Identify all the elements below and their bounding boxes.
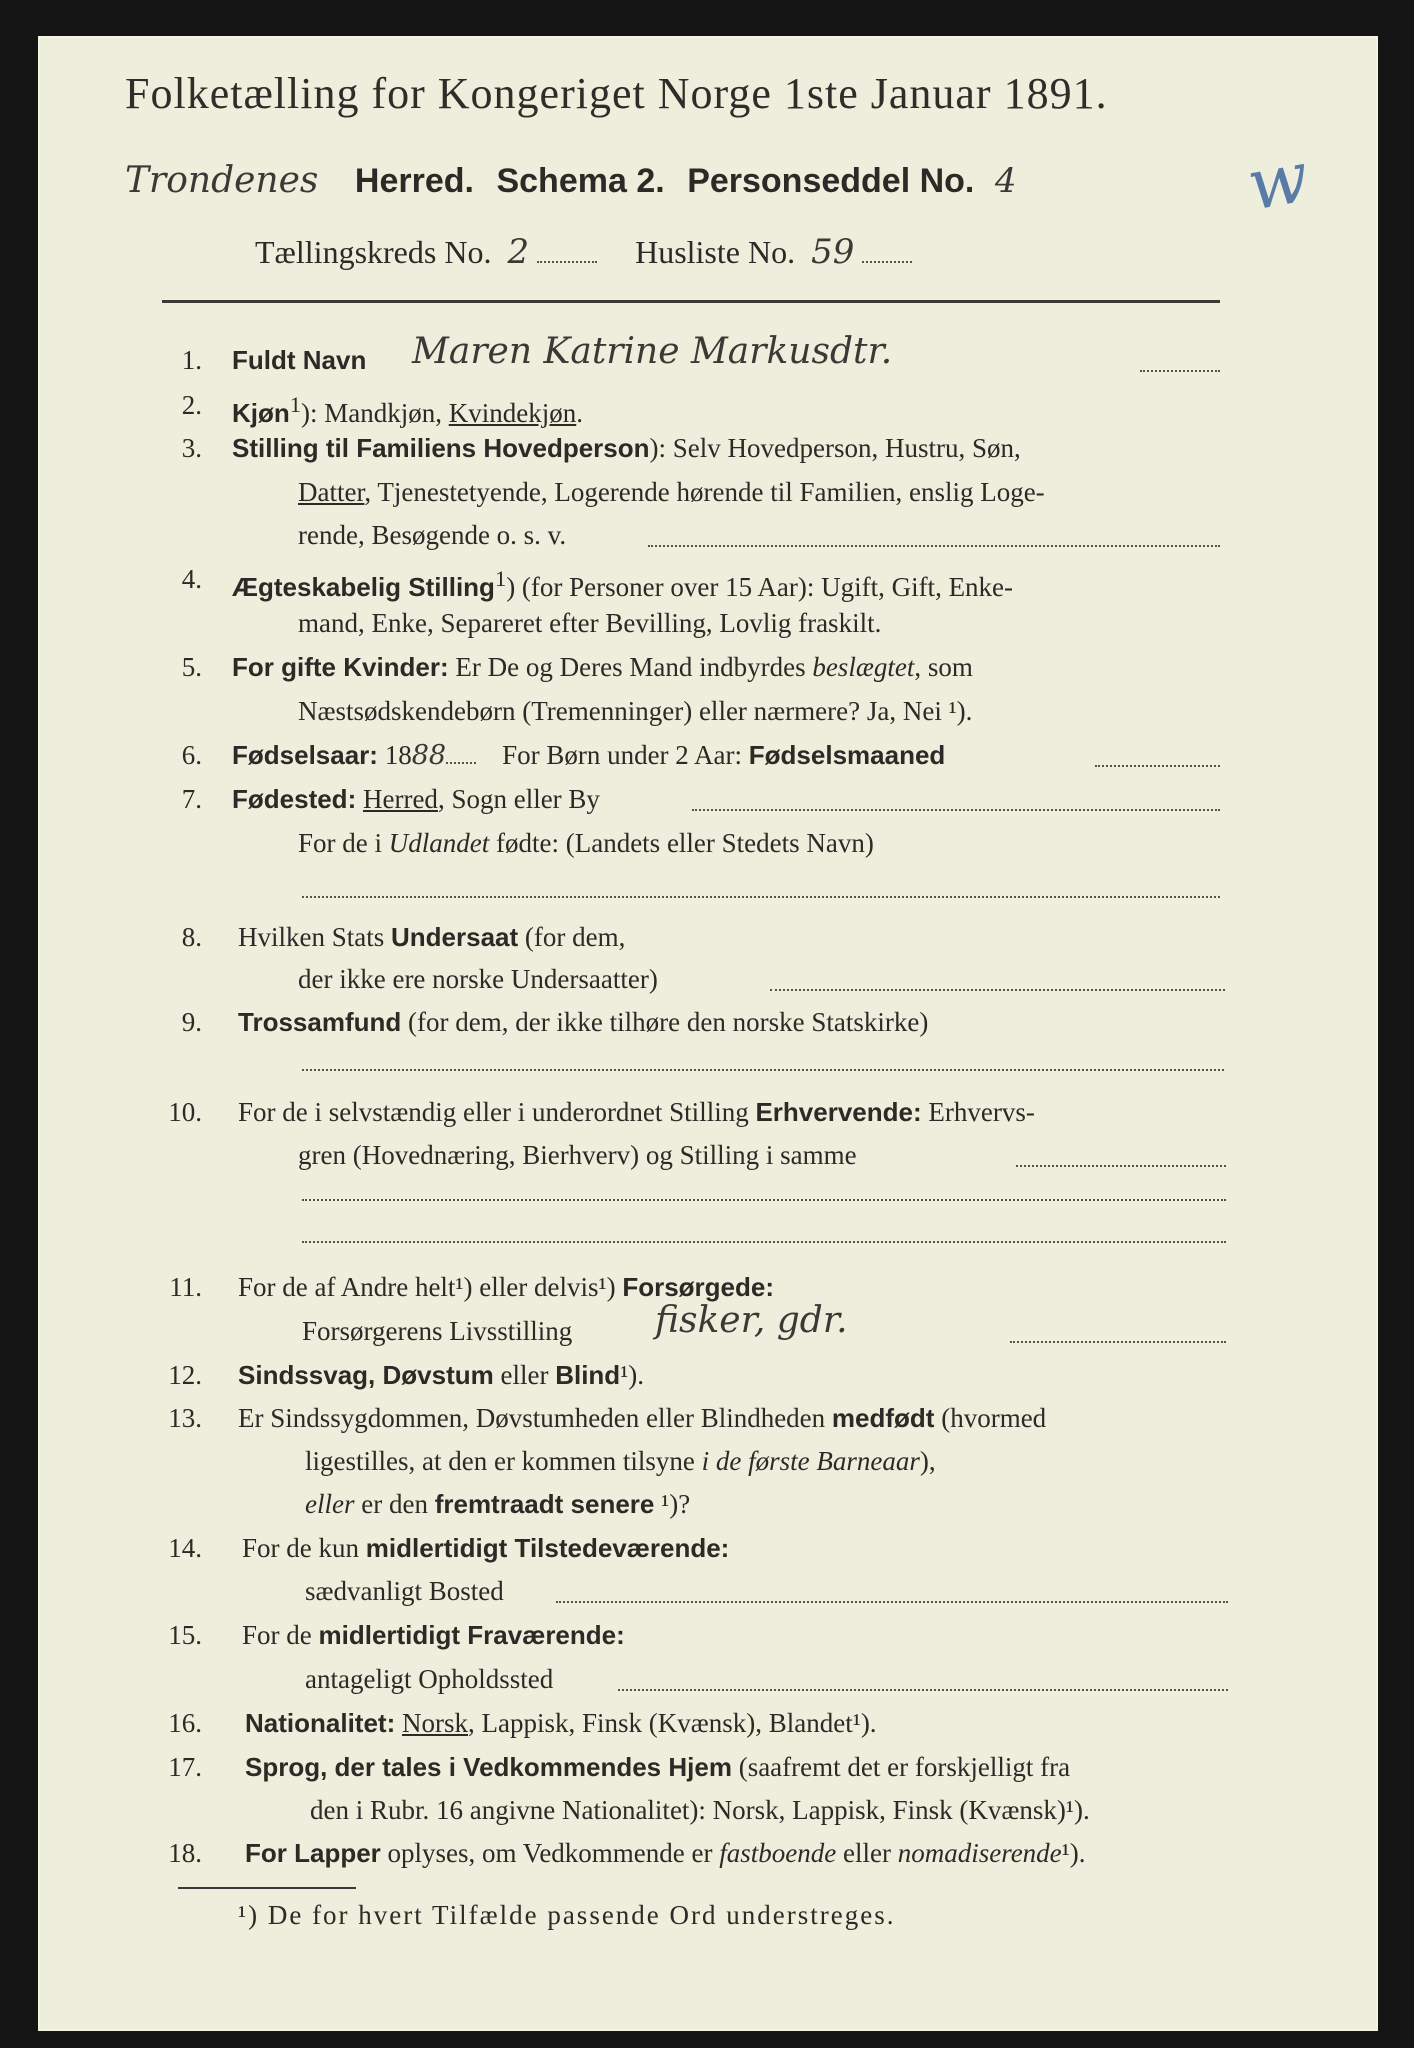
year-prefix: 18 xyxy=(384,740,412,770)
underlined-option: Herred xyxy=(362,784,438,814)
item-text: For de i xyxy=(298,828,389,858)
item-text: oplyses, om Vedkommende er xyxy=(380,1838,720,1868)
item-label: Nationalitet: xyxy=(245,1708,396,1738)
item-number: 3. xyxy=(181,433,202,463)
herred-value: Trondenes xyxy=(125,160,319,201)
item-text: gren (Hovednæring, Bierhverv) og Stilling i samme xyxy=(298,1140,857,1170)
item-label: Erhvervende: xyxy=(755,1097,922,1127)
item-text: Forsørgerens Livsstilling xyxy=(302,1316,573,1346)
item-text: Er Sindssygdommen, Døvstumheden eller Blindheden xyxy=(238,1403,832,1433)
item-label: Kjøn xyxy=(232,398,290,428)
item-number: 14. xyxy=(168,1533,202,1563)
item-text: Er De og Deres Mand indbyrdes xyxy=(448,652,813,682)
header-rule xyxy=(162,300,1220,303)
item-label: Trossamfund xyxy=(238,1007,402,1037)
underlined-option: Norsk xyxy=(401,1708,468,1738)
footnote-rule xyxy=(178,1887,356,1889)
item-text: Hvilken Stats xyxy=(238,922,391,952)
item-label: For Lapper xyxy=(245,1838,381,1868)
item-text: , Lappisk, Finsk (Kvænsk), Blandet¹). xyxy=(467,1708,877,1738)
item-text: ¹). xyxy=(1061,1838,1086,1868)
item-label: Ægteskabelig Stilling xyxy=(232,572,495,602)
item-text: ): Selv Hovedperson, Hustru, Søn, xyxy=(649,433,1021,463)
item-label: medfødt xyxy=(831,1403,935,1433)
item-number: 7. xyxy=(181,784,202,814)
item-text: , Tjenestetyende, Logerende hørende til Familien, enslig Loge- xyxy=(364,477,1045,507)
item-number: 4. xyxy=(181,564,202,594)
item-text: rende, Besøgende o. s. v. xyxy=(298,520,567,550)
herred-label: Herred. xyxy=(354,162,474,200)
item-text: ): Mandkjøn, xyxy=(301,398,449,428)
item-number: 9. xyxy=(181,1007,202,1037)
provider-occupation-value: fisker, gdr. xyxy=(655,1300,848,1341)
item-italic: beslægtet xyxy=(812,652,915,682)
item-number: 6. xyxy=(181,740,202,770)
item-number: 2. xyxy=(181,390,202,420)
answer-line xyxy=(302,895,1220,898)
item-text: Næstsødskendebørn (Tremenninger) eller nærmere? Ja, Nei ¹). xyxy=(298,696,973,726)
name-value: Maren Katrine Markusdtr. xyxy=(412,331,893,372)
kreds-line xyxy=(255,232,912,272)
item-text: fødte: (Landets eller Stedets Navn) xyxy=(489,828,874,858)
husliste-value: 59 xyxy=(811,232,855,272)
form-title: Folketælling for Kongeriget Norge 1ste Januar 1891. xyxy=(125,69,1108,118)
item-label: Sprog, der tales i Vedkommendes Hjem xyxy=(245,1752,732,1782)
item-text: For de kun xyxy=(242,1533,366,1563)
item-text: (for dem, xyxy=(518,922,626,952)
item-number: 13. xyxy=(168,1403,202,1433)
item-end: . xyxy=(576,398,584,428)
item-italic: eller xyxy=(305,1489,355,1519)
item-label: Blind xyxy=(555,1360,621,1390)
item-label: fremtraadt senere xyxy=(434,1489,655,1519)
item-label: Fuldt Navn xyxy=(232,345,367,375)
item-text: For de i selvstændig eller i underordnet Stilling xyxy=(238,1097,756,1127)
item-label: midlertidigt Tilstedeværende: xyxy=(365,1533,730,1563)
personseddel-value: 4 xyxy=(994,161,1017,201)
underlined-option: Datter xyxy=(298,477,365,507)
item-label: Forsørgede: xyxy=(622,1272,775,1302)
item-text: , som xyxy=(914,652,973,682)
item-number: 8. xyxy=(181,922,202,952)
item-text: For de af Andre helt¹) eller delvis¹) xyxy=(238,1272,623,1302)
item-label: Undersaat xyxy=(391,922,519,952)
answer-line xyxy=(302,1068,1224,1071)
kreds-label: Tællingskreds No. xyxy=(255,234,492,270)
item-italic: Udlandet xyxy=(388,828,490,858)
item-number: 15. xyxy=(168,1620,202,1650)
footnote: ¹) De for hvert Tilfælde passende Ord understreges. xyxy=(238,1900,896,1930)
underlined-option: Kvindekjøn xyxy=(448,398,577,428)
item-text: der ikke ere norske Undersaatter) xyxy=(298,964,658,994)
item-text: ), xyxy=(919,1446,936,1476)
item-number: 12. xyxy=(168,1360,202,1390)
item-label: Stilling til Familiens Hovedperson xyxy=(232,433,650,463)
item-number: 11. xyxy=(169,1272,202,1302)
item-number: 1. xyxy=(181,345,202,375)
personseddel-label: Personseddel No. xyxy=(687,162,975,200)
item-number: 5. xyxy=(181,652,202,682)
item-text: For Børn under 2 Aar: xyxy=(502,740,743,770)
item-text: er den xyxy=(354,1489,435,1519)
item-label: Fødselsmaaned xyxy=(748,740,946,770)
item-end: ¹). xyxy=(620,1360,645,1390)
item-number: 10. xyxy=(168,1097,202,1127)
item-text: (for dem, der ikke tilhøre den norske Statskirke) xyxy=(401,1007,929,1037)
answer-line xyxy=(302,1198,1226,1201)
item-text: eller xyxy=(836,1838,898,1868)
item-text: For de xyxy=(242,1620,319,1650)
item-label: Sindssvag, Døvstum xyxy=(238,1360,494,1390)
kreds-value: 2 xyxy=(507,232,530,272)
item-italic: fastboende xyxy=(719,1838,837,1868)
item-text: ligestilles, at den er kommen tilsyne xyxy=(305,1446,702,1476)
margin-mark: w xyxy=(1241,135,1315,227)
birth-year-value: 88 xyxy=(411,740,447,771)
item-text: (saafremt det er forskjelligt fra xyxy=(731,1752,1071,1782)
item-text: sædvanligt Bosted xyxy=(305,1576,504,1606)
item-text: ) (for Personer over 15 Aar): Ugift, Gift, Enke- xyxy=(506,572,1014,602)
answer-line xyxy=(302,1240,1226,1243)
item-italic: nomadiserende xyxy=(897,1838,1062,1868)
item-number: 16. xyxy=(168,1708,202,1738)
item-text: (hvormed xyxy=(934,1403,1047,1433)
schema-label: Schema 2. xyxy=(496,162,665,200)
footnote-ref: 1 xyxy=(289,392,302,417)
herred-line xyxy=(125,160,1017,201)
husliste-label: Husliste No. xyxy=(635,234,796,270)
item-text: mand, Enke, Separeret efter Bevilling, Lovlig fraskilt. xyxy=(298,608,882,638)
item-number: 17. xyxy=(168,1752,202,1782)
item-text: , Sogn eller By xyxy=(437,784,600,814)
item-number: 18. xyxy=(168,1838,202,1868)
item-text: ¹)? xyxy=(654,1489,691,1519)
item-label: midlertidigt Fraværende: xyxy=(318,1620,625,1650)
item-text: antageligt Opholdssted xyxy=(305,1664,554,1694)
item-label: For gifte Kvinder: xyxy=(232,652,449,682)
item-text: den i Rubr. 16 angivne Nationalitet): Norsk, Lappisk, Finsk (Kvænsk)¹). xyxy=(310,1795,1090,1825)
item-label: Fødselsaar: xyxy=(232,740,378,770)
item-label: Fødested: xyxy=(232,784,357,814)
item-text: Erhvervs- xyxy=(921,1097,1035,1127)
item-italic: i de første Barneaar xyxy=(701,1446,920,1476)
item-text: eller xyxy=(493,1360,556,1390)
